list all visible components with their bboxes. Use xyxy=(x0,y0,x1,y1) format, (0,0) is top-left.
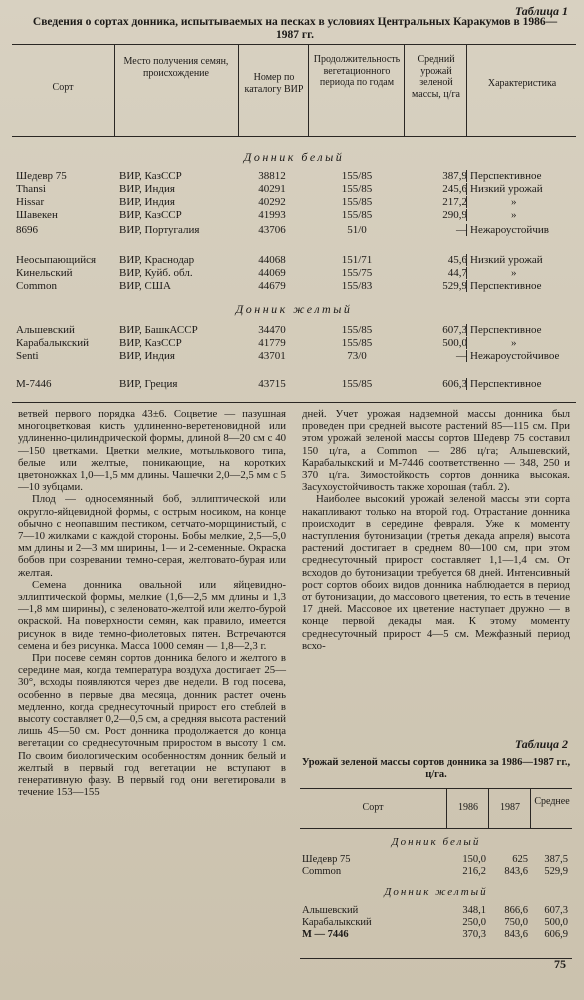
cell-duration: 155/85 xyxy=(341,378,373,390)
table2-header-average: Среднее xyxy=(534,796,570,807)
cell-sort: Thansi xyxy=(16,183,46,195)
cell-duration: 155/85 xyxy=(341,196,373,208)
cell-1987: 750,0 xyxy=(504,917,528,928)
paragraph: дней. Учет урожая надземной массы донника был проведен при средней высоте растений 85—115 см. При этом урожай зеленой массы сортов Шедевр 75 составил 150 ц/га, а Common — 286 ц/га; Альшевский, Карабалыкский и М-7446 соответственно — 348, 250 и 370 ц/га. Зимостойкость сортов донника высокая. Засухоустойчивость также хорошая (табл. 2). xyxy=(302,408,570,494)
cell-1986: 348,1 xyxy=(462,905,486,916)
cell-origin: ВИР, КазССР xyxy=(119,170,182,182)
cell-average: 606,9 xyxy=(544,929,568,940)
table-row xyxy=(300,905,572,917)
table1-section-yellow: Донник желтый xyxy=(235,302,353,316)
cell-sort: Hissar xyxy=(16,196,45,208)
table2-section-white: Донник белый xyxy=(391,836,481,848)
table2-header-1987: 1987 xyxy=(500,802,520,813)
cell-yield: 500,0 xyxy=(442,337,467,349)
cell-catalog: 43715 xyxy=(258,378,286,390)
table2-header-1986: 1986 xyxy=(458,802,478,813)
page-number: 75 xyxy=(554,957,566,971)
cell-sort: Шавекен xyxy=(16,209,58,221)
table-row xyxy=(12,280,576,292)
table-row xyxy=(12,337,576,349)
table-row xyxy=(12,196,576,208)
table1-header-yield: Средний урожай зеленой массы, ц/га xyxy=(412,54,460,100)
cell-character: Перспективное xyxy=(466,170,541,182)
cell-duration: 151/71 xyxy=(341,254,373,266)
table2-label: Таблица 2 xyxy=(514,737,568,751)
cell-catalog: 44069 xyxy=(258,267,286,279)
cell-sort: Карабалыкский xyxy=(302,917,372,928)
cell-yield: — xyxy=(456,350,467,362)
cell-duration: 155/83 xyxy=(341,280,373,292)
cell-1986: 250,0 xyxy=(462,917,486,928)
cell-1987: 625 xyxy=(512,854,528,865)
table-row xyxy=(300,917,572,929)
cell-yield: 290,9 xyxy=(442,209,467,221)
table1-header-origin: Место получения семян, происхождение xyxy=(123,56,229,79)
cell-yield: 607,3 xyxy=(442,324,467,336)
table2-bottom-rule xyxy=(300,958,572,959)
cell-character: » xyxy=(466,209,517,221)
cell-average: 387,5 xyxy=(544,854,568,865)
table1-top-rule xyxy=(12,44,576,45)
cell-duration: 155/85 xyxy=(341,170,373,182)
cell-yield: 245,6 xyxy=(442,183,467,195)
table1-label: Таблица 1 xyxy=(514,4,568,18)
table1-col-divider xyxy=(466,44,467,136)
cell-yield: 606,3 xyxy=(442,378,467,390)
table-row xyxy=(300,854,572,866)
table1-col-divider xyxy=(114,44,115,136)
cell-1986: 216,2 xyxy=(462,866,486,877)
table1-header-catalog: Номер по каталогу ВИР xyxy=(244,72,304,95)
cell-origin: ВИР, Куйб. обл. xyxy=(119,267,193,279)
paragraph: ветвей первого порядка 43±6. Соцветие — пазушная многоцветковая кисть удлиненно-веретеновидной или удлиненно-цилиндрической формы, длиной 8—20 см с 40—150 цветками. Цветки мелкие, мотылькового типа, белые или желтые, поникающие, на коротких цветоножках 1,0—1,5 мм длины. Чашечки 2,0—2,5 мм с 5—10 зубцами. xyxy=(18,408,286,494)
cell-sort: Альшевский xyxy=(16,324,75,336)
cell-origin: ВИР, Португалия xyxy=(119,224,200,236)
table1-col-divider xyxy=(308,44,309,136)
cell-average: 500,0 xyxy=(544,917,568,928)
cell-yield: 44,7 xyxy=(447,267,467,279)
cell-average: 607,3 xyxy=(544,905,568,916)
cell-1987: 866,6 xyxy=(504,905,528,916)
table1-col-divider xyxy=(404,44,405,136)
cell-duration: 155/75 xyxy=(341,267,373,279)
cell-sort: Senti xyxy=(16,350,39,362)
table-row xyxy=(12,170,576,182)
text-column-right xyxy=(302,408,570,652)
cell-character: Перспективное xyxy=(466,378,541,390)
table-row xyxy=(12,224,576,236)
table2-section-yellow: Донник желтый xyxy=(384,886,488,898)
table2-col-divider xyxy=(488,788,489,828)
table1-header-character: Характеристика xyxy=(487,78,557,89)
cell-origin: ВИР, КазССР xyxy=(119,337,182,349)
cell-catalog: 43701 xyxy=(258,350,286,362)
table1-header-rule xyxy=(12,136,576,137)
cell-1987: 843,6 xyxy=(504,866,528,877)
paragraph: Плод — односемянный боб, эллиптической или округло-яйцевидной формы, с острым носиком, на конце обычно с неопавшим пестиком, сетчато-морщинистый, с 7—10 жилками с каждой стороны. Бобы мелкие, 2,5—5,0 мм длины и 2—3 мм ширины, 1— и 2-семенные. Окраска бобов при созревании темно-серая, желтовато-бурая или желтая. xyxy=(18,493,286,579)
cell-sort: Шедевр 75 xyxy=(16,170,67,182)
cell-yield: 529,9 xyxy=(442,280,467,292)
table-row xyxy=(12,267,576,279)
table-row xyxy=(12,350,576,362)
cell-origin: ВИР, Краснодар xyxy=(119,254,195,266)
cell-catalog: 41993 xyxy=(258,209,286,221)
table-row xyxy=(12,324,576,336)
cell-1986: 370,3 xyxy=(462,929,486,940)
table1-header-sort: Сорт xyxy=(52,82,74,93)
table2-col-divider xyxy=(530,788,531,828)
cell-1987: 843,6 xyxy=(504,929,528,940)
cell-sort: Неосыпающийся xyxy=(16,254,97,266)
cell-character: » xyxy=(466,196,517,208)
table2-title: Урожай зеленой массы сортов донника за 1986—1987 гг., ц/га. xyxy=(301,757,571,780)
cell-sort: М-7446 xyxy=(16,378,52,390)
cell-character: » xyxy=(466,267,517,279)
cell-catalog: 38812 xyxy=(258,170,286,182)
table2-col-divider xyxy=(446,788,447,828)
cell-duration: 155/85 xyxy=(341,209,373,221)
table-row xyxy=(12,183,576,195)
cell-yield: 45,6 xyxy=(447,254,467,266)
cell-duration: 155/85 xyxy=(341,324,373,336)
cell-catalog: 44679 xyxy=(258,280,286,292)
paragraph: Наиболее высокий урожай зеленой массы эти сорта накапливают только на второй год. Отрастание донника происходит в середине февраля. Уже к моменту наступления бутонизации (третья декада апреля) высота растений достигает в среднем 80—100 см, при этом среднесуточный прирост составляет 1,1—1,4 см. От всходов до бутонизации требуется 68 дней. Интенсивный рост сортов обоих видов донника наблюдается в период от бутонизации, до массового цветения, то есть в течение 17 дней. Массовое их цветение наступает дружно — в конце первой декады мая. К этому моменту среднесуточный прирост 4—5 см. Межфазный период всхо- xyxy=(302,493,570,652)
cell-catalog: 34470 xyxy=(258,324,286,336)
cell-character: Перспективное xyxy=(466,280,541,292)
cell-duration: 155/85 xyxy=(341,183,373,195)
cell-sort: Common xyxy=(302,866,342,877)
cell-catalog: 44068 xyxy=(258,254,286,266)
table1-header-duration: Продолжительность вегетационного периода по годам xyxy=(313,54,401,88)
cell-sort: Common xyxy=(16,280,57,292)
cell-yield: 217,2 xyxy=(442,196,467,208)
table1-bottom-rule xyxy=(12,402,576,403)
table-row xyxy=(300,929,572,941)
table-row xyxy=(12,378,576,390)
table-row xyxy=(300,866,572,878)
paragraph: Семена донника овальной или яйцевидно-эллиптической формы, мелкие (1,6—2,5 мм длины и 1,3—1,8 мм ширины), с зеленовато-желтой или желто-бурой окраской. На поверхности семян, как правило, имеется рисунок в виде темно-фиолетовых пятен. Встречаются семена и без рисунка. Масса 1000 семян — 1,8—2,3 г. xyxy=(18,578,286,652)
cell-origin: ВИР, КазССР xyxy=(119,209,182,221)
cell-duration: 73/0 xyxy=(347,350,367,362)
table-row xyxy=(12,209,576,221)
cell-character: Низкий урожай xyxy=(466,183,543,195)
cell-character: Перспективное xyxy=(466,324,541,336)
table1-title: Сведения о сортах донника, испытываемых на песках в условиях Центральных Каракумов в 1986—1987 гг. xyxy=(32,16,558,41)
cell-origin: ВИР, Индия xyxy=(119,183,175,195)
cell-yield: — xyxy=(456,224,467,236)
cell-duration: 51/0 xyxy=(347,224,367,236)
cell-origin: ВИР, БашкАССР xyxy=(119,324,198,336)
cell-origin: ВИР, Индия xyxy=(119,196,175,208)
table2-header-rule xyxy=(300,828,572,829)
cell-sort: Карабалыкский xyxy=(16,337,89,349)
cell-sort: М — 7446 xyxy=(302,929,349,940)
cell-character: Нежароустойчив xyxy=(466,224,549,236)
paragraph: При посеве семян сортов донника белого и желтого в середине мая, когда температура воздуха достигает 25—30°, всходы появляются через две недели. В год посева, особенно в первые два месяца, донник растет очень медленно, когда среднесуточный прирост его стеблей в высоту составляет 0,2—0,5 см, а средняя высота растений лишь 45—50 см. Рост донника продолжается до конца вегетации со среднесуточным приростом в высоту 1 см. По своим биологическим особенностям донник белый и желтый в первый год вегетации не вступают в генеративную фазу. В первый год они вегетировали в течение 153—155 xyxy=(18,652,286,799)
cell-sort: Шедевр 75 xyxy=(302,854,351,865)
cell-duration: 155/85 xyxy=(341,337,373,349)
cell-catalog: 40291 xyxy=(258,183,286,195)
table2-header-sort: Сорт xyxy=(362,802,384,813)
cell-origin: ВИР, США xyxy=(119,280,171,292)
cell-yield: 387,9 xyxy=(442,170,467,182)
cell-origin: ВИР, Индия xyxy=(119,350,175,362)
cell-1986: 150,0 xyxy=(462,854,486,865)
cell-sort: Кинельский xyxy=(16,267,73,279)
cell-character: Нежароустойчивое xyxy=(466,350,559,362)
cell-sort: 8696 xyxy=(16,224,38,236)
cell-average: 529,9 xyxy=(544,866,568,877)
table-row xyxy=(12,254,576,266)
cell-catalog: 41779 xyxy=(258,337,286,349)
table1-col-divider xyxy=(238,44,239,136)
table1-section-white: Донник белый xyxy=(243,150,345,164)
cell-character: » xyxy=(466,337,517,349)
cell-origin: ВИР, Греция xyxy=(119,378,178,390)
cell-sort: Альшевский xyxy=(302,905,359,916)
cell-character: Низкий урожай xyxy=(466,254,543,266)
cell-catalog: 43706 xyxy=(258,224,286,236)
text-column-left xyxy=(18,408,286,799)
table2-top-rule xyxy=(300,788,572,789)
cell-catalog: 40292 xyxy=(258,196,286,208)
